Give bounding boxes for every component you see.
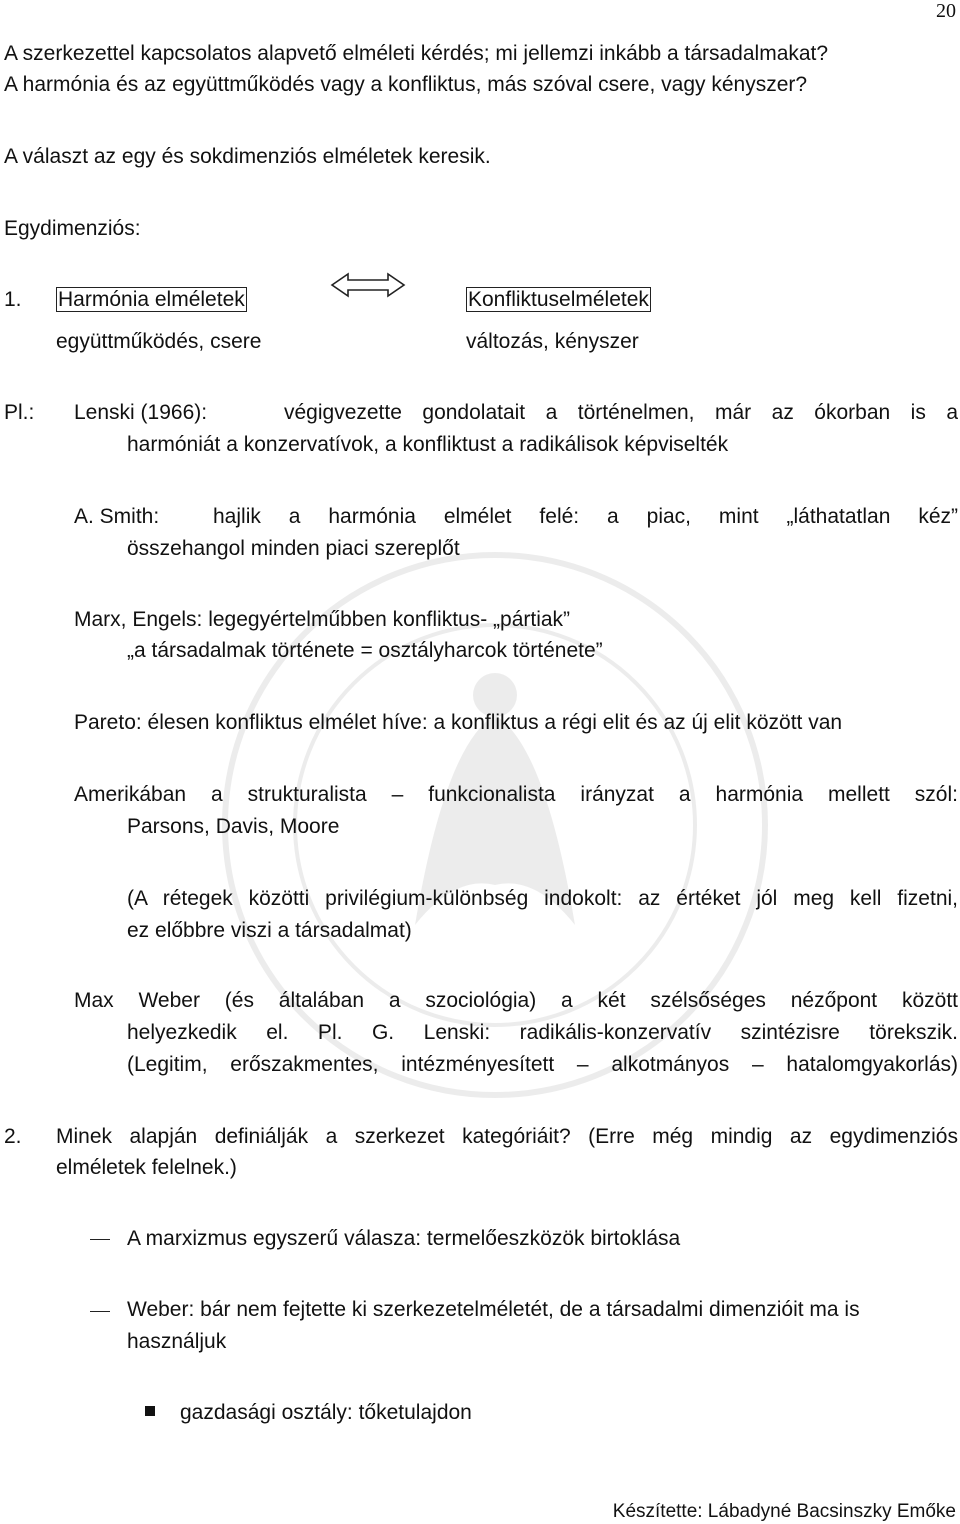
section-heading: Egydimenziós: <box>4 217 141 240</box>
item-2-number: 2. <box>4 1125 22 1148</box>
harmony-theories-box <box>56 287 247 313</box>
conflict-keywords: változás, kényszer <box>466 330 639 353</box>
lenski-text-1: végigvezette gondolatait a történelmen, már az ókorban is a <box>284 401 958 424</box>
intro-line-2: A harmónia és az együttműködés vagy a konfliktus, más szóval csere, vagy kényszer? <box>4 73 808 96</box>
amerika-line-2: Parsons, Davis, Moore <box>127 815 340 838</box>
weber-line-3: (Legitim, erőszakmentes, intézményesített – alkotmányos – hatalomgyakorlás) <box>127 1053 958 1076</box>
lenski-name: Lenski (1966): <box>74 401 208 424</box>
retegek-line-2: ez előbbre viszi a társadalmat) <box>127 919 412 942</box>
item-2-line-2: elméletek felelnek.) <box>56 1156 237 1179</box>
marx-line-2: „a társadalmak története = osztályharcok története” <box>127 639 603 662</box>
retegek-line-1: (A rétegek közötti privilégium-különbség indokolt: az értéket jól meg kell fizetni, <box>127 887 958 910</box>
bullet-2-line-1: Weber: bár nem fejtette ki szerkezetelméletét, de a társadalmi dimenzióit ma is <box>127 1298 860 1321</box>
amerika-line-1: Amerikában a strukturalista – funkcionalista irányzat a harmónia mellett szól: <box>74 783 958 806</box>
double-arrow-icon <box>330 272 406 298</box>
lenski-text-2: harmóniát a konzervatívok, a konfliktust a radikálisok képviselték <box>127 433 729 456</box>
intro-line-1: A szerkezettel kapcsolatos alapvető elméleti kérdés; mi jellemzi inkább a társadalmakat? <box>4 42 829 65</box>
weber-line-1: Max Weber (és általában a szociológia) a két szélsőséges nézőpont között <box>74 989 958 1012</box>
smith-text-1: hajlik a harmónia elmélet felé: a piac, mint „láthatatlan kéz” <box>213 505 958 528</box>
smith-name: A. Smith: <box>74 505 160 528</box>
weber-line-2: helyezkedik el. Pl. G. Lenski: radikális-konzervatív szintézisre törekszik. <box>127 1021 958 1044</box>
bullet-2-line-2: használjuk <box>127 1330 227 1353</box>
examples-label: Pl.: <box>4 401 35 424</box>
conflict-theories-title: Konfliktuselméletek <box>468 288 649 311</box>
smith-text-2: összehangol minden piaci szereplőt <box>127 537 460 560</box>
dash-bullet-icon <box>90 1239 110 1240</box>
sub-bullet-1: gazdasági osztály: tőketulajdon <box>180 1401 472 1424</box>
harmony-theories-title: Harmónia elméletek <box>58 288 245 311</box>
dash-bullet-icon <box>90 1311 110 1312</box>
harmony-keywords: együttműködés, csere <box>56 330 262 353</box>
page-number: 20 <box>936 0 956 22</box>
square-bullet-icon <box>145 1406 155 1416</box>
item-2-line-1: Minek alapján definiálják a szerkezet kategóriáit? (Erre még mindig az egydimenziós <box>56 1125 958 1148</box>
bullet-1: A marxizmus egyszerű válasza: termelőeszközök birtoklása <box>127 1227 681 1250</box>
conflict-theories-box <box>466 287 651 313</box>
intro-line-3: A választ az egy és sokdimenziós elméletek keresik. <box>4 145 491 168</box>
author-footer: Készítette: Lábadyné Bacsinszky Emőke <box>612 1501 956 1522</box>
marx-line-1: Marx, Engels: legegyértelműbben konfliktus- „pártiak” <box>74 608 571 631</box>
item-1-number: 1. <box>4 288 22 311</box>
pareto-line: Pareto: élesen konfliktus elmélet híve: a konfliktus a régi elit és az új elit között van <box>74 711 843 734</box>
